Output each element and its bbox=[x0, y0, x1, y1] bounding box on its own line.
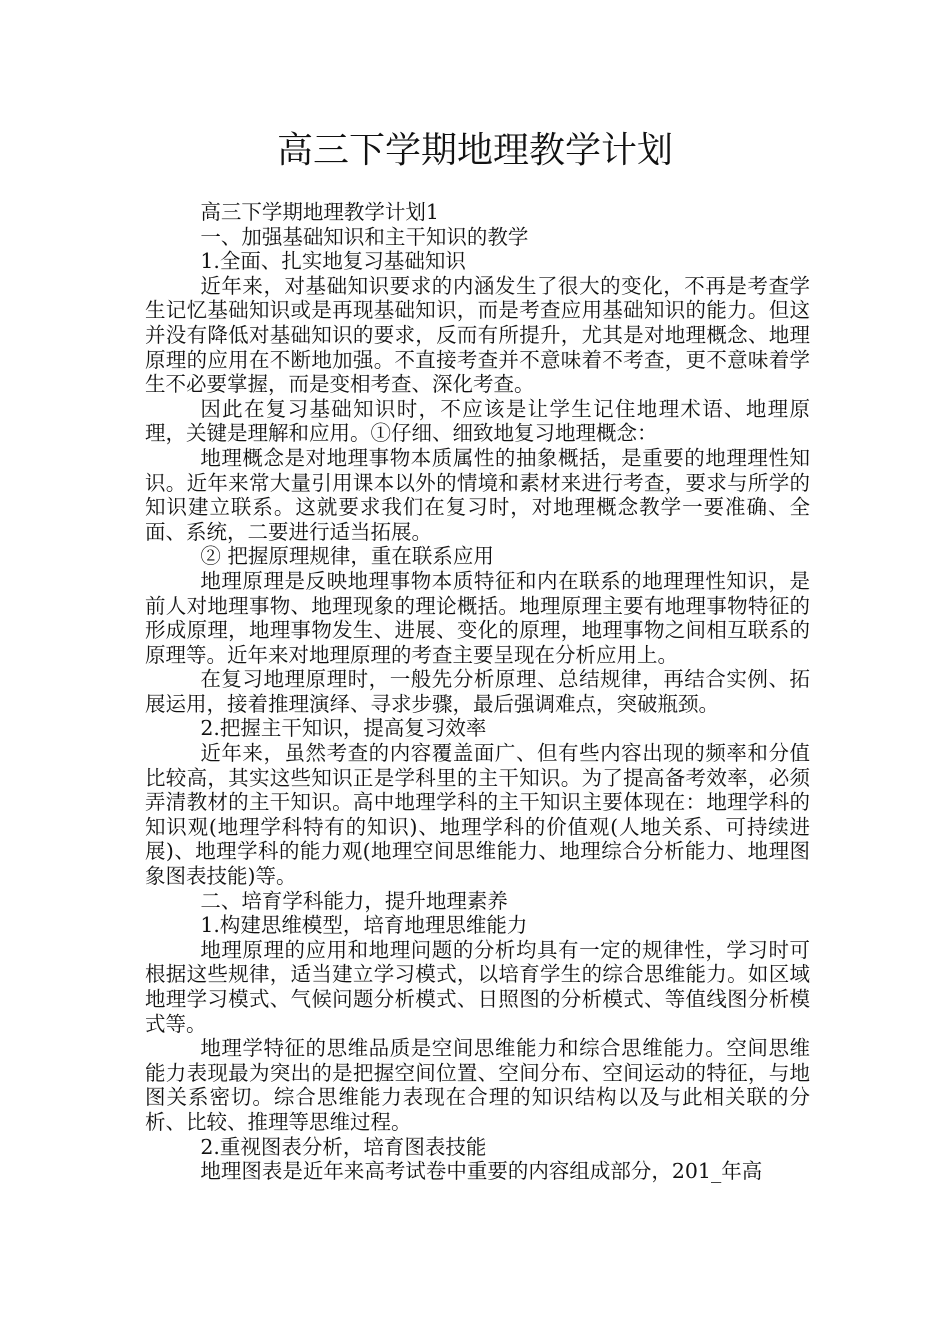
paragraph: 地理概念是对地理事物本质属性的抽象概括，是重要的地理理性知识。近年来常大量引用课本以外的情境和素材来进行考查，要求与所学的知识建立联系。这就要求我们在复习时，对地理概念教学一要准确、全面、系统，二要进行适当拓展。 bbox=[145, 445, 810, 544]
subsection-heading: 2.重视图表分析，培育图表技能 bbox=[200, 1134, 487, 1159]
subsection-heading: ② 把握原理规律，重在联系应用 bbox=[200, 544, 494, 569]
paragraph: 近年来，虽然考查的内容覆盖面广、但有些内容出现的频率和分值比较高，其实这些知识正是学科里的主干知识。为了提高备考效率，必须弄清教材的主干知识。高中地理学科的主干知识主要体现在：地理学科的知识观(地理学科特有的知识)、地理学科的价值观(人地关系、可持续进展)、地理学科的能力观(地理空间思维能力、地理综合分析能力、地理图象图表技能)等。 bbox=[145, 741, 810, 889]
paragraph: 地理原理是反映地理事物本质特征和内在联系的地理理性知识，是前人对地理事物、地理现象的理论概括。地理原理主要有地理事物特征的形成原理，地理事物发生、进展、变化的原理，地理事物之间相互联系的原理等。近年来对地理原理的考查主要呈现在分析应用上。 bbox=[145, 568, 810, 667]
paragraph: 近年来，对基础知识要求的内涵发生了很大的变化，不再是考查学生记忆基础知识或是再现基础知识，而是考查应用基础知识的能力。但这并没有降低对基础知识的要求，反而有所提升，尤其是对地理概念、地理原理的应用在不断地加强。不直接考查并不意味着不考查，更不意味着学生不必要掌握，而是变相考查、深化考查。 bbox=[145, 273, 810, 397]
paragraph: 地理图表是近年来高考试卷中重要的内容组成部分，201_年高 bbox=[200, 1159, 763, 1184]
paragraph: 在复习地理原理时，一般先分析原理、总结规律，再结合实例、拓展运用，接着推理演绎、寻求步骤，最后强调难点，突破瓶颈。 bbox=[145, 667, 810, 716]
section-heading: 二、培育学科能力，提升地理素养 bbox=[200, 888, 508, 913]
section-heading: 一、加强基础知识和主干知识的教学 bbox=[200, 224, 529, 249]
document-title: 高三下学期地理教学计划 bbox=[276, 130, 673, 171]
doc-heading: 高三下学期地理教学计划1 bbox=[200, 200, 439, 224]
subsection-heading: 2.把握主干知识，提高复习效率 bbox=[200, 716, 487, 741]
subsection-heading: 1.全面、扎实地复习基础知识 bbox=[200, 249, 466, 274]
paragraph: 地理学特征的思维品质是空间思维能力和综合思维能力。空间思维能力表现最为突出的是把握空间位置、空间分布、空间运动的特征，与地图关系密切。综合思维能力表现在合理的知识结构以及与此相关联的分析、比较、推理等思维过程。 bbox=[145, 1036, 810, 1134]
subsection-heading: 1.构建思维模型，培育地理思维能力 bbox=[200, 913, 528, 938]
paragraph: 因此在复习基础知识时，不应该是让学生记住地理术语、地理原理，关键是理解和应用。①仔细、细致地复习地理概念： bbox=[145, 396, 810, 446]
paragraph: 地理原理的应用和地理问题的分析均具有一定的规律性，学习时可根据这些规律，适当建立学习模式，以培育学生的综合思维能力。如区域地理学习模式、气候问题分析模式、日照图的分析模式、等值线图分析模式等。 bbox=[145, 937, 810, 1036]
document-body bbox=[145, 200, 810, 1184]
